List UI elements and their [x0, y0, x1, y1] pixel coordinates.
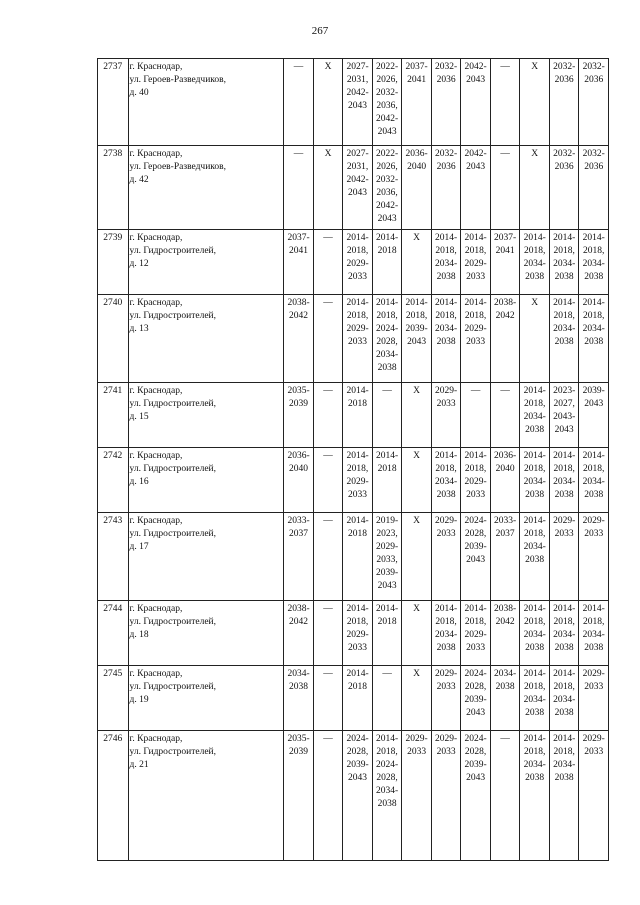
address-line: д. 19 [129, 695, 149, 705]
schedule-cell: Х [313, 146, 343, 230]
row-number: 2744 [98, 601, 129, 666]
address-cell [128, 513, 284, 601]
schedule-cell: — [490, 731, 520, 861]
schedule-cell: 2014-2018, 2034-2038 [520, 666, 550, 731]
schedule-cell: — [490, 59, 520, 146]
schedule-cell: 2023-2027, 2043-2043 [549, 383, 579, 448]
table-row [98, 513, 609, 601]
schedule-cell: 2034-2038 [490, 666, 520, 731]
address-line: ул. Гидростроителей, [129, 682, 216, 692]
table-row [98, 448, 609, 513]
row-number: 2741 [98, 383, 129, 448]
schedule-cell: 2014-2018, 2034-2038 [549, 230, 579, 295]
address-cell [128, 146, 284, 230]
address-line: г. Краснодар, [129, 298, 183, 308]
schedule-cell: 2014-2018, 2034-2038 [579, 448, 609, 513]
table-row [98, 146, 609, 230]
address-line: ул. Гидростроителей, [129, 246, 216, 256]
schedule-cell: 2014-2018, 2024-2028, 2034-2038 [372, 295, 402, 383]
schedule-cell: 2029-2033 [431, 666, 461, 731]
schedule-cell: 2029-2033 [431, 383, 461, 448]
schedule-cell: 2042-2043 [461, 146, 491, 230]
schedule-cell: 2022-2026, 2032-2036, 2042-2043 [372, 146, 402, 230]
schedule-cell: — [490, 146, 520, 230]
schedule-cell: 2014-2018, 2034-2038 [579, 295, 609, 383]
row-number: 2737 [98, 59, 129, 146]
schedule-cell: 2024-2028, 2039-2043 [461, 666, 491, 731]
schedule-cell: Х [520, 59, 550, 146]
schedule-cell: 2035-2039 [284, 383, 314, 448]
table-row [98, 383, 609, 448]
address-line: г. Краснодар, [129, 386, 183, 396]
schedule-cell: — [461, 383, 491, 448]
schedule-cell: — [313, 448, 343, 513]
schedule-cell: 2032-2036 [431, 59, 461, 146]
schedule-cell: 2014-2018, 2034-2038 [520, 383, 550, 448]
schedule-cell: 2014-2018 [372, 601, 402, 666]
schedule-cell: 2036-2040 [402, 146, 432, 230]
schedule-cell: 2027-2031, 2042-2043 [343, 59, 373, 146]
table-row [98, 59, 609, 146]
schedule-cell: 2014-2018, 2029-2033 [461, 295, 491, 383]
schedule-cell: 2042-2043 [461, 59, 491, 146]
schedule-cell: 2027-2031, 2042-2043 [343, 146, 373, 230]
table-row [98, 731, 609, 861]
schedule-cell: 2014-2018, 2034-2038 [431, 448, 461, 513]
schedule-cell: 2029-2033 [431, 513, 461, 601]
schedule-cell: 2014-2018 [343, 513, 373, 601]
address-line: г. Краснодар, [129, 149, 183, 159]
schedule-cell: 2032-2036 [579, 146, 609, 230]
schedule-cell: 2014-2018, 2034-2038 [520, 448, 550, 513]
address-cell [128, 59, 284, 146]
schedule-cell: 2037-2041 [284, 230, 314, 295]
page-number: 267 [311, 25, 329, 37]
address-cell [128, 295, 284, 383]
schedule-cell: — [313, 513, 343, 601]
schedule-cell: — [313, 731, 343, 861]
schedule-cell: 2014-2018, 2029-2033 [461, 601, 491, 666]
address-line: ул. Гидростроителей, [129, 747, 216, 757]
address-line: д. 16 [129, 477, 149, 487]
schedule-cell: 2037-2041 [402, 59, 432, 146]
schedule-cell: 2038-2042 [284, 601, 314, 666]
schedule-cell: 2014-2018, 2034-2038 [520, 601, 550, 666]
schedule-cell: — [313, 295, 343, 383]
schedule-cell: — [284, 146, 314, 230]
schedule-cell: 2029-2033 [579, 666, 609, 731]
address-cell [128, 383, 284, 448]
schedule-cell: 2014-2018, 2034-2038 [520, 731, 550, 861]
schedule-cell: 2014-2018, 2034-2038 [549, 295, 579, 383]
address-line: г. Краснодар, [129, 62, 183, 72]
schedule-cell: 2014-2018, 2034-2038 [431, 295, 461, 383]
schedule-cell: Х [402, 448, 432, 513]
address-line: д. 42 [129, 175, 149, 185]
schedule-cell: 2033-2037 [490, 513, 520, 601]
housing-repair-schedule-table [97, 58, 609, 861]
schedule-cell: 2032-2036 [579, 59, 609, 146]
schedule-cell: Х [402, 601, 432, 666]
schedule-cell: — [313, 230, 343, 295]
schedule-cell: 2014-2018, 2029-2033 [461, 448, 491, 513]
schedule-cell: 2039-2043 [579, 383, 609, 448]
schedule-cell: 2024-2028, 2039-2043 [343, 731, 373, 861]
schedule-cell: 2014-2018, 2034-2038 [549, 601, 579, 666]
row-number: 2743 [98, 513, 129, 601]
schedule-cell: 2014-2018, 2034-2038 [431, 601, 461, 666]
schedule-cell: 2024-2028, 2039-2043 [461, 513, 491, 601]
address-cell [128, 601, 284, 666]
schedule-cell: 2014-2018, 2029-2033 [343, 230, 373, 295]
schedule-cell: 2033-2037 [284, 513, 314, 601]
schedule-cell: 2038-2042 [490, 295, 520, 383]
schedule-cell: 2014-2018, 2029-2033 [343, 448, 373, 513]
address-cell [128, 230, 284, 295]
address-line: д. 18 [129, 630, 149, 640]
schedule-cell: 2038-2042 [490, 601, 520, 666]
schedule-cell: Х [402, 230, 432, 295]
schedule-cell: 2014-2018, 2034-2038 [549, 731, 579, 861]
schedule-cell: 2014-2018, 2034-2038 [520, 230, 550, 295]
schedule-cell: 2014-2018, 2029-2033 [343, 295, 373, 383]
schedule-cell: 2032-2036 [431, 146, 461, 230]
address-line: д. 15 [129, 412, 149, 422]
schedule-cell: — [490, 383, 520, 448]
schedule-cell: 2014-2018, 2034-2038 [431, 230, 461, 295]
schedule-cell: 2029-2033 [579, 513, 609, 601]
schedule-cell: 2036-2040 [490, 448, 520, 513]
schedule-cell: 2014-2018, 2034-2038 [579, 601, 609, 666]
schedule-cell: — [313, 383, 343, 448]
schedule-cell: 2014-2018, 2029-2033 [461, 230, 491, 295]
row-number: 2739 [98, 230, 129, 295]
address-line: д. 21 [129, 760, 149, 770]
schedule-cell: 2032-2036 [549, 146, 579, 230]
schedule-cell: 2014-2018, 2034-2038 [579, 230, 609, 295]
schedule-cell: Х [402, 513, 432, 601]
address-line: ул. Гидростроителей, [129, 464, 216, 474]
address-cell [128, 448, 284, 513]
row-number: 2740 [98, 295, 129, 383]
schedule-cell: 2037-2041 [490, 230, 520, 295]
schedule-cell: — [372, 666, 402, 731]
schedule-cell: — [284, 59, 314, 146]
address-line: ул. Гидростроителей, [129, 399, 216, 409]
schedule-cell: 2014-2018, 2029-2033 [343, 601, 373, 666]
schedule-cell: 2014-2018 [343, 666, 373, 731]
schedule-cell: 2029-2033 [549, 513, 579, 601]
row-number: 2746 [98, 731, 129, 861]
schedule-cell: 2029-2033 [431, 731, 461, 861]
row-number: 2745 [98, 666, 129, 731]
table-row [98, 601, 609, 666]
address-line: г. Краснодар, [129, 734, 183, 744]
schedule-cell: 2014-2018, 2034-2038 [520, 513, 550, 601]
schedule-cell: Х [520, 295, 550, 383]
schedule-cell: 2032-2036 [549, 59, 579, 146]
schedule-cell: Х [520, 146, 550, 230]
address-line: г. Краснодар, [129, 516, 183, 526]
schedule-cell: 2014-2018, 2034-2038 [549, 666, 579, 731]
table-row [98, 230, 609, 295]
row-number: 2738 [98, 146, 129, 230]
schedule-cell: 2014-2018, 2039-2043 [402, 295, 432, 383]
schedule-cell: 2014-2018, 2034-2038 [549, 448, 579, 513]
address-line: г. Краснодар, [129, 604, 183, 614]
address-line: г. Краснодар, [129, 233, 183, 243]
schedule-cell: 2014-2018 [372, 230, 402, 295]
address-line: ул. Гидростроителей, [129, 311, 216, 321]
table-row [98, 666, 609, 731]
schedule-cell: 2029-2033 [402, 731, 432, 861]
schedule-cell: 2036-2040 [284, 448, 314, 513]
schedule-cell: 2014-2018 [372, 448, 402, 513]
row-number: 2742 [98, 448, 129, 513]
schedule-cell: 2019-2023, 2029-2033, 2039-2043 [372, 513, 402, 601]
schedule-cell: 2014-2018 [343, 383, 373, 448]
address-line: д. 17 [129, 542, 149, 552]
schedule-cell: 2022-2026, 2032-2036, 2042-2043 [372, 59, 402, 146]
schedule-cell: — [313, 601, 343, 666]
address-line: д. 40 [129, 88, 149, 98]
schedule-cell: 2014-2018, 2024-2028, 2034-2038 [372, 731, 402, 861]
schedule-cell: 2034-2038 [284, 666, 314, 731]
address-cell [128, 666, 284, 731]
schedule-cell: Х [402, 383, 432, 448]
schedule-cell: 2038-2042 [284, 295, 314, 383]
address-line: д. 13 [129, 324, 149, 334]
address-cell [128, 731, 284, 861]
schedule-cell: 2024-2028, 2039-2043 [461, 731, 491, 861]
schedule-cell: 2029-2033 [579, 731, 609, 861]
schedule-cell: — [313, 666, 343, 731]
address-line: д. 12 [129, 259, 149, 269]
address-line: г. Краснодар, [129, 451, 183, 461]
schedule-cell: — [372, 383, 402, 448]
address-line: г. Краснодар, [129, 669, 183, 679]
address-line: ул. Гидростроителей, [129, 529, 216, 539]
table-row [98, 295, 609, 383]
schedule-cell: 2035-2039 [284, 731, 314, 861]
address-line: ул. Героев-Разведчиков, [129, 162, 227, 172]
schedule-cell: Х [313, 59, 343, 146]
address-line: ул. Героев-Разведчиков, [129, 75, 227, 85]
address-line: ул. Гидростроителей, [129, 617, 216, 627]
schedule-cell: Х [402, 666, 432, 731]
